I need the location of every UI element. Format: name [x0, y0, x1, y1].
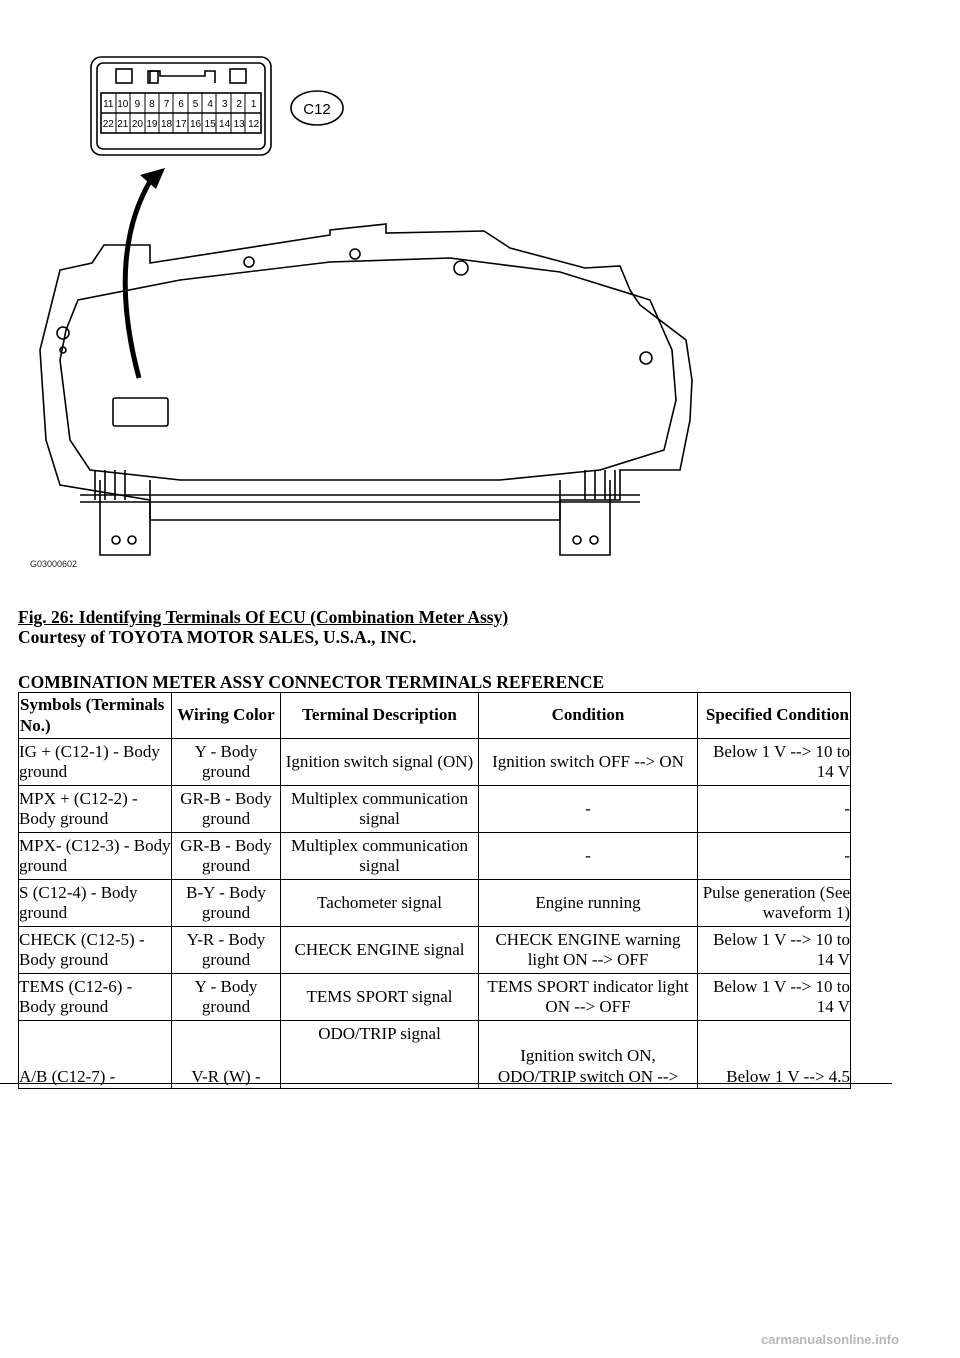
cell-condition: CHECK ENGINE warning light ON --> OFF	[479, 927, 698, 974]
connector-pin-number: 1	[250, 99, 257, 110]
table-row	[19, 1021, 851, 1089]
header-symbols: Symbols (Terminals No.)	[19, 693, 172, 739]
cell-specified: -	[698, 833, 851, 880]
cell-symbol: S (C12-4) - Body ground	[19, 880, 172, 927]
figure-caption: Fig. 26: Identifying Terminals Of ECU (Combination Meter Assy)	[18, 607, 509, 627]
connector-pin-number: 20	[131, 119, 143, 130]
header-condition: Condition	[479, 693, 698, 739]
connector-pin-number: 12	[248, 119, 260, 130]
table-row	[19, 974, 851, 1021]
cell-symbol: IG + (C12-1) - Body ground	[19, 739, 172, 786]
table-header-row	[19, 693, 851, 739]
table-row	[19, 927, 851, 974]
connector-pin-number: 2	[236, 99, 242, 110]
connector-pin-number: 4	[207, 99, 213, 110]
table-row	[19, 880, 851, 927]
connector-label: C12	[303, 101, 331, 118]
cell-condition: -	[479, 786, 698, 833]
header-terminal-description: Terminal Description	[281, 693, 479, 739]
connector-pin-number: 18	[160, 119, 173, 130]
connector-pin-number: 7	[163, 99, 170, 110]
meter-connector-port	[113, 398, 168, 426]
table-row	[19, 786, 851, 833]
cell-symbol: MPX- (C12-3) - Body ground	[19, 833, 172, 880]
connector-figure	[0, 0, 960, 590]
cell-condition: TEMS SPORT indicator light ON --> OFF	[479, 974, 698, 1021]
cell-description: Tachometer signal	[281, 880, 479, 927]
page-divider	[0, 1083, 892, 1084]
connector-pin-number: 8	[149, 99, 155, 110]
cell-wiring: GR-B - Body ground	[172, 786, 281, 833]
connector-pin-number: 13	[233, 119, 245, 130]
table-row	[19, 739, 851, 786]
connector-pin-number: 9	[134, 99, 141, 110]
cell-description: ODO/TRIP signal	[281, 1021, 479, 1089]
cell-wiring: B-Y - Body ground	[172, 880, 281, 927]
connector-pin-number: 10	[117, 99, 129, 110]
connector-pin-number: 19	[146, 119, 158, 130]
cell-wiring: GR-B - Body ground	[172, 833, 281, 880]
cell-condition: Ignition switch OFF --> ON	[479, 739, 698, 786]
terminals-reference-table	[18, 692, 851, 1089]
cell-condition: Engine running	[479, 880, 698, 927]
header-wiring-color: Wiring Color	[172, 693, 281, 739]
cell-wiring: Y - Body ground	[172, 739, 281, 786]
connector-pin-number: 22	[102, 119, 114, 130]
connector-pin-number: 3	[221, 99, 228, 110]
courtesy-line: Courtesy of TOYOTA MOTOR SALES, U.S.A., INC.	[18, 627, 417, 647]
combination-meter-diagram	[0, 0, 960, 590]
connector-pin-number: 5	[192, 99, 199, 110]
cell-description: CHECK ENGINE signal	[281, 927, 479, 974]
cell-wiring: Y-R - Body ground	[172, 927, 281, 974]
connector-pin-number: 15	[204, 119, 216, 130]
cell-specified: Pulse generation (See waveform 1)	[698, 880, 851, 927]
cell-symbol: A/B (C12-7) -	[19, 1021, 172, 1089]
cell-symbol: MPX + (C12-2) - Body ground	[19, 786, 172, 833]
cell-wiring: Y - Body ground	[172, 974, 281, 1021]
cell-symbol: TEMS (C12-6) - Body ground	[19, 974, 172, 1021]
cell-description: Multiplex communication signal	[281, 786, 479, 833]
cell-description: TEMS SPORT signal	[281, 974, 479, 1021]
connector-pin-number: 17	[175, 119, 187, 130]
connector-pin-number: 16	[189, 119, 202, 130]
connector-pin-number: 11	[103, 99, 114, 110]
cell-condition: -	[479, 833, 698, 880]
table-title: COMBINATION METER ASSY CONNECTOR TERMINALS REFERENCE	[18, 672, 605, 692]
connector-pin-number: 14	[219, 119, 231, 130]
figure-id: G03000602	[30, 559, 78, 569]
cell-description: Ignition switch signal (ON)	[281, 739, 479, 786]
arrow	[125, 178, 152, 378]
cell-specified: Below 1 V --> 10 to 14 V	[698, 927, 851, 974]
cell-specified: Below 1 V --> 10 to 14 V	[698, 739, 851, 786]
watermark: carmanualsonline.info	[761, 1332, 899, 1347]
cell-description: Multiplex communication signal	[281, 833, 479, 880]
cell-specified: Below 1 V --> 4.5	[698, 1021, 851, 1089]
cell-specified: -	[698, 786, 851, 833]
connector-pin-number: 6	[178, 99, 184, 110]
cell-specified: Below 1 V --> 10 to 14 V	[698, 974, 851, 1021]
cell-symbol: CHECK (C12-5) - Body ground	[19, 927, 172, 974]
header-specified-condition: Specified Condition	[698, 693, 851, 739]
cell-condition: Ignition switch ON, ODO/TRIP switch ON -->	[479, 1021, 698, 1089]
cell-wiring: V-R (W) -	[172, 1021, 281, 1089]
table-row	[19, 833, 851, 880]
connector-pin-number: 21	[117, 119, 129, 130]
